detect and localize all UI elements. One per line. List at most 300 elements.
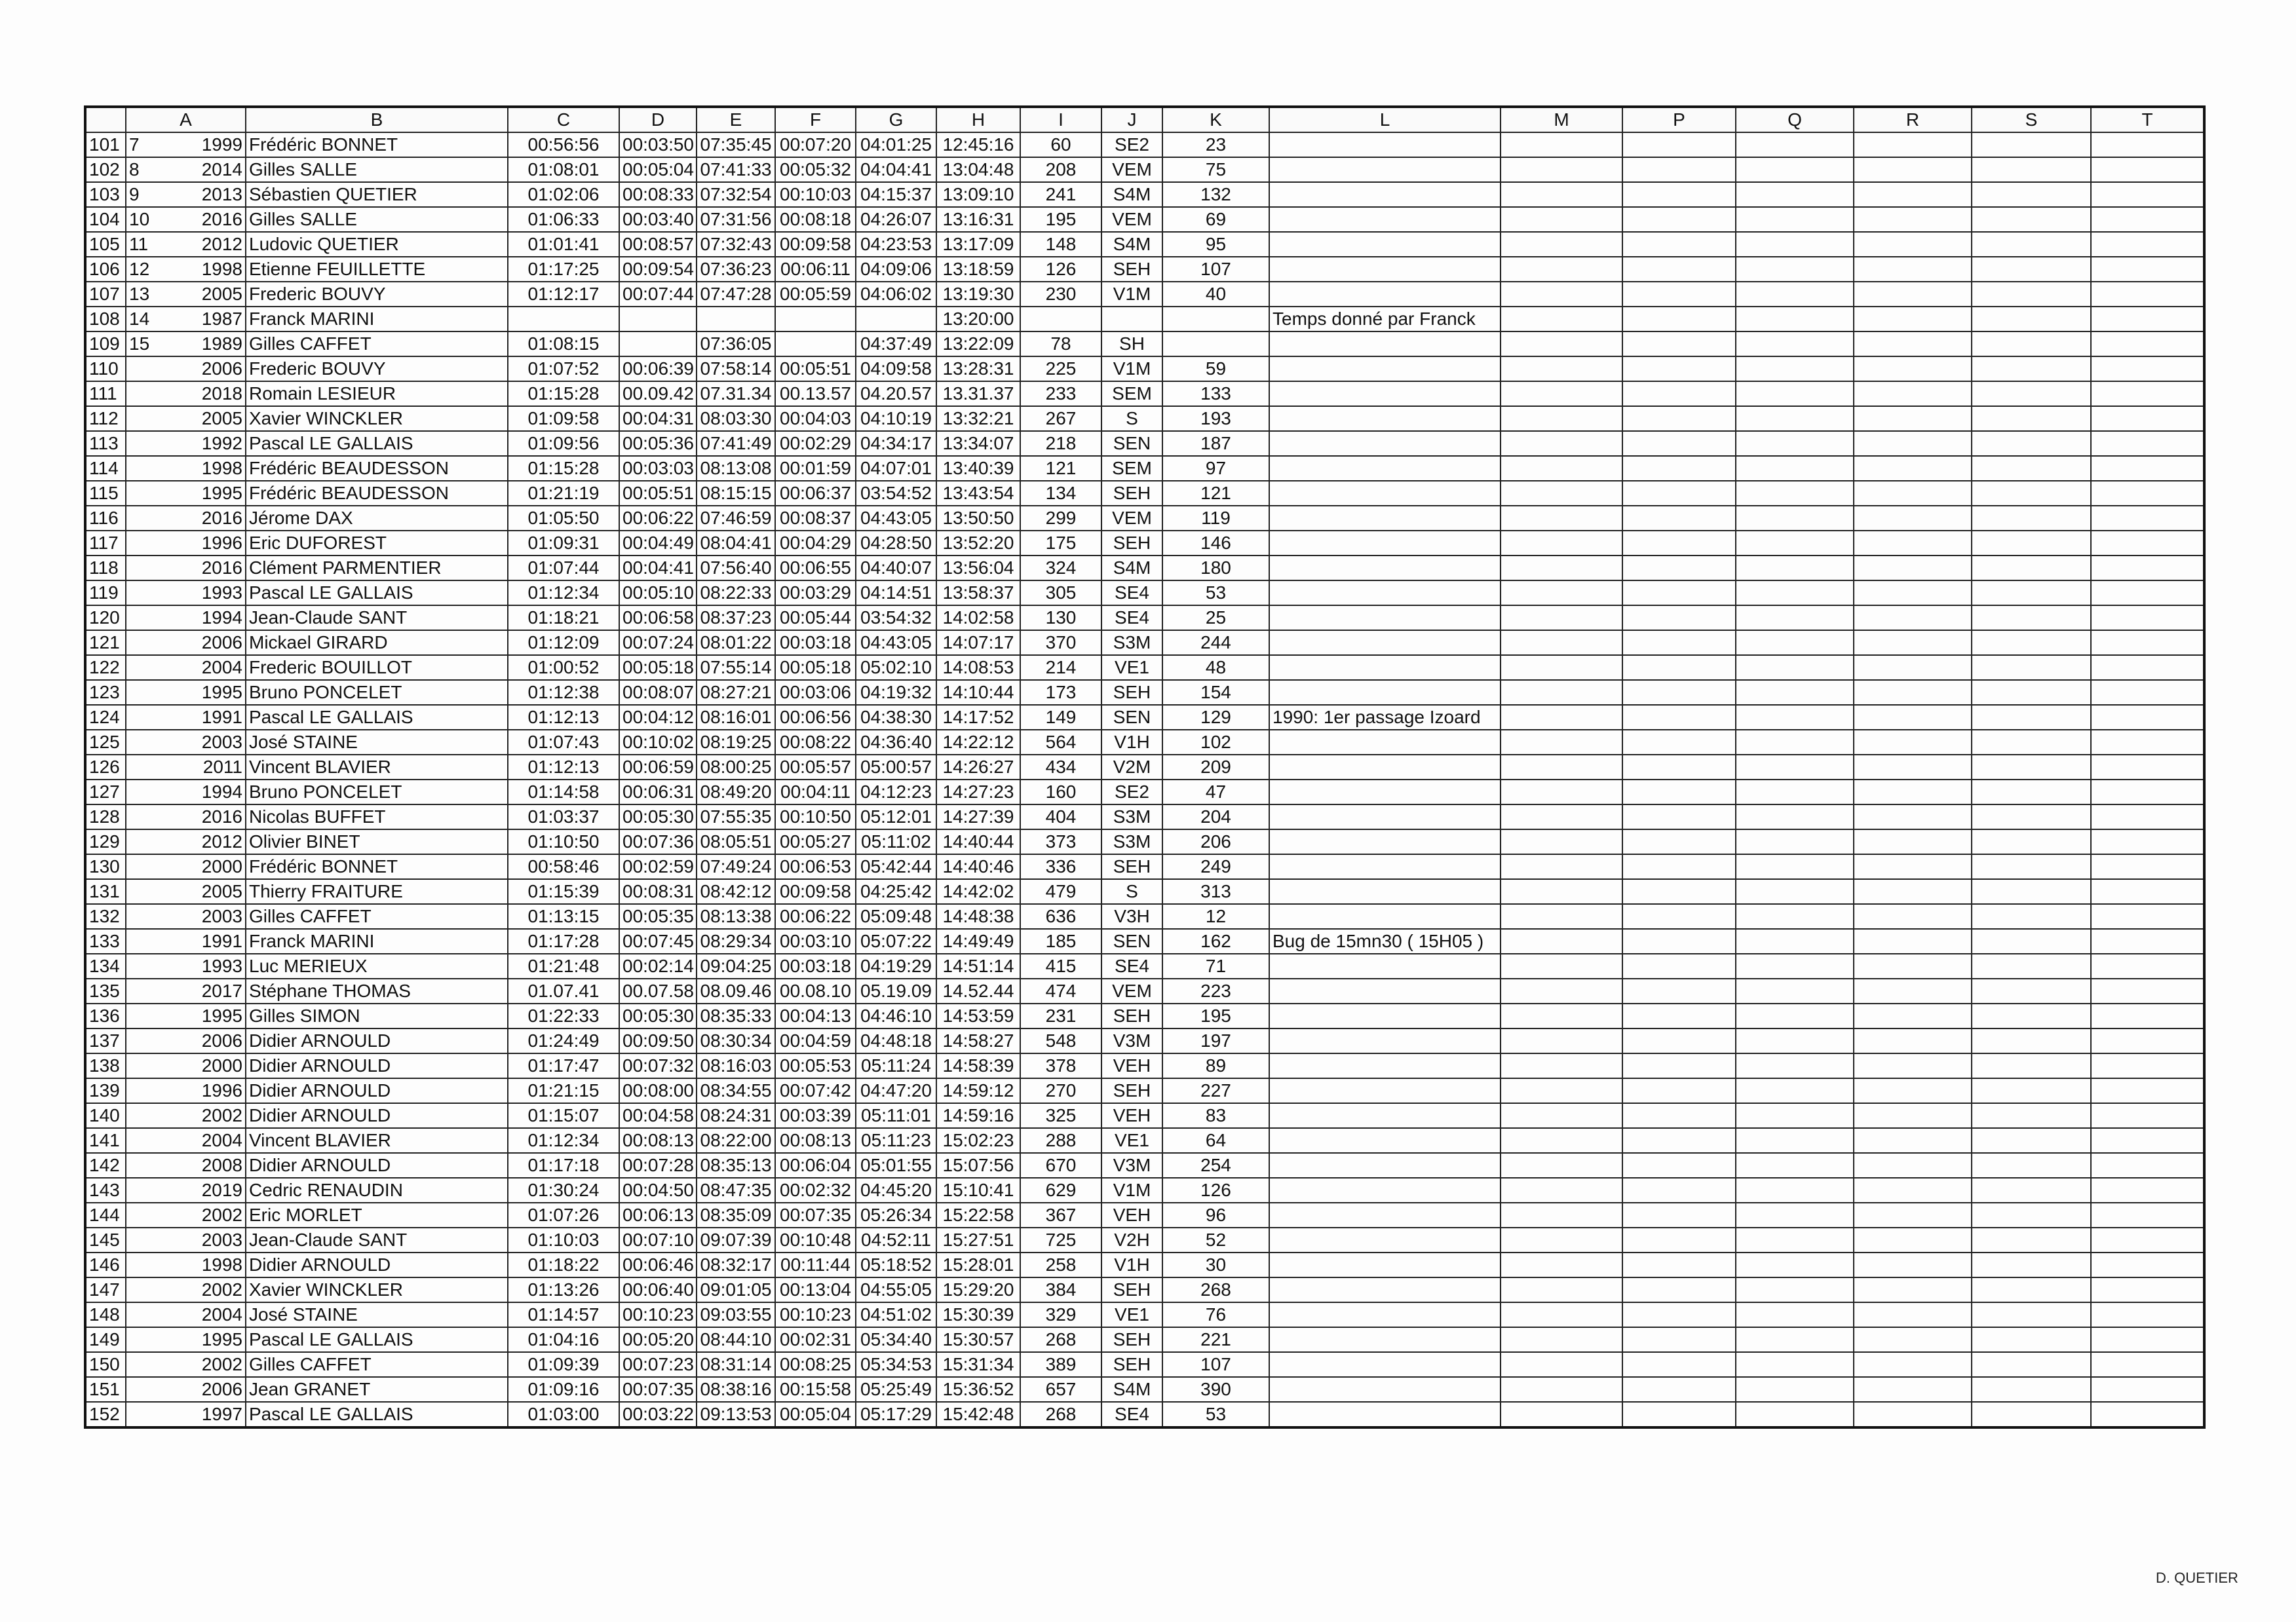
time-d-cell: 00:08:00 bbox=[619, 1078, 697, 1103]
value-i-cell: 148 bbox=[1020, 232, 1101, 257]
time-e-cell: 08:31:14 bbox=[697, 1352, 775, 1377]
total-time-cell: 14:59:16 bbox=[936, 1103, 1020, 1128]
time-d-cell: 00:03:50 bbox=[619, 132, 697, 157]
column-header-c: C bbox=[508, 107, 619, 132]
rank-cell bbox=[126, 730, 177, 755]
row-number-cell: 142 bbox=[85, 1153, 126, 1178]
time-c-cell: 01:15:39 bbox=[508, 879, 619, 904]
empty-cell-p bbox=[1622, 854, 1736, 879]
rank-cell bbox=[126, 630, 177, 655]
value-k-cell: 107 bbox=[1162, 257, 1269, 282]
row-number-cell: 103 bbox=[85, 182, 126, 207]
name-cell: Nicolas BUFFET bbox=[246, 804, 508, 829]
rank-cell bbox=[126, 1377, 177, 1402]
table-row bbox=[85, 132, 2204, 157]
table-row bbox=[85, 1053, 2204, 1078]
time-g-cell: 05:00:57 bbox=[856, 755, 936, 780]
empty-cell-p bbox=[1622, 1352, 1736, 1377]
category-cell: S bbox=[1101, 879, 1162, 904]
value-i-cell: 60 bbox=[1020, 132, 1101, 157]
empty-cell-t bbox=[2091, 605, 2204, 630]
category-cell: SEN bbox=[1101, 431, 1162, 456]
empty-cell-t bbox=[2091, 1004, 2204, 1028]
empty-cell-m bbox=[1501, 1078, 1622, 1103]
table-row bbox=[85, 680, 2204, 705]
row-number-cell: 141 bbox=[85, 1128, 126, 1153]
time-g-cell: 04:28:50 bbox=[856, 531, 936, 556]
time-e-cell: 07.31.34 bbox=[697, 381, 775, 406]
note-cell bbox=[1269, 1153, 1501, 1178]
time-g-cell: 04:25:42 bbox=[856, 879, 936, 904]
table-row bbox=[85, 1352, 2204, 1377]
value-k-cell: 268 bbox=[1162, 1277, 1269, 1302]
empty-cell-s bbox=[1972, 531, 2091, 556]
empty-cell-s bbox=[1972, 780, 2091, 804]
empty-cell-t bbox=[2091, 207, 2204, 232]
rank-cell: 11 bbox=[126, 232, 177, 257]
time-g-cell: 03:54:32 bbox=[856, 605, 936, 630]
time-c-cell: 01:09:31 bbox=[508, 531, 619, 556]
name-cell: José STAINE bbox=[246, 730, 508, 755]
rank-cell bbox=[126, 456, 177, 481]
time-g-cell: 04:26:07 bbox=[856, 207, 936, 232]
empty-cell-s bbox=[1972, 481, 2091, 506]
table-row bbox=[85, 1402, 2204, 1427]
rank-cell bbox=[126, 904, 177, 929]
empty-cell-t bbox=[2091, 979, 2204, 1004]
year-cell: 2002 bbox=[177, 1277, 246, 1302]
time-g-cell: 04:46:10 bbox=[856, 1004, 936, 1028]
category-cell: V1M bbox=[1101, 282, 1162, 307]
category-cell: VEM bbox=[1101, 506, 1162, 531]
empty-cell-t bbox=[2091, 456, 2204, 481]
time-g-cell: 04:04:41 bbox=[856, 157, 936, 182]
time-f-cell: 00:08:18 bbox=[775, 207, 856, 232]
time-f-cell: 00:09:58 bbox=[775, 232, 856, 257]
value-k-cell: 30 bbox=[1162, 1253, 1269, 1277]
year-cell: 1994 bbox=[177, 605, 246, 630]
year-cell: 2003 bbox=[177, 730, 246, 755]
name-cell: Frederic BOUILLOT bbox=[246, 655, 508, 680]
time-d-cell: 00:07:32 bbox=[619, 1053, 697, 1078]
empty-cell-p bbox=[1622, 1377, 1736, 1402]
time-c-cell: 01:09:58 bbox=[508, 406, 619, 431]
time-e-cell: 08:13:08 bbox=[697, 456, 775, 481]
note-cell bbox=[1269, 431, 1501, 456]
note-cell bbox=[1269, 879, 1501, 904]
name-cell: Bruno PONCELET bbox=[246, 780, 508, 804]
time-c-cell: 01:01:41 bbox=[508, 232, 619, 257]
row-number-cell: 137 bbox=[85, 1028, 126, 1053]
empty-cell-p bbox=[1622, 605, 1736, 630]
category-cell: SE2 bbox=[1101, 132, 1162, 157]
time-f-cell: 00:02:29 bbox=[775, 431, 856, 456]
value-i-cell: 130 bbox=[1020, 605, 1101, 630]
time-f-cell: 00:08:22 bbox=[775, 730, 856, 755]
name-cell: Pascal LE GALLAIS bbox=[246, 431, 508, 456]
time-f-cell: 00:11:44 bbox=[775, 1253, 856, 1277]
results-table bbox=[84, 105, 2206, 1429]
value-k-cell bbox=[1162, 307, 1269, 331]
empty-cell-q bbox=[1736, 1028, 1854, 1053]
empty-cell-r bbox=[1854, 182, 1972, 207]
total-time-cell: 15:02:23 bbox=[936, 1128, 1020, 1153]
total-time-cell: 14:49:49 bbox=[936, 929, 1020, 954]
time-c-cell: 01:02:06 bbox=[508, 182, 619, 207]
category-cell: SEH bbox=[1101, 531, 1162, 556]
empty-cell-s bbox=[1972, 431, 2091, 456]
empty-cell-m bbox=[1501, 207, 1622, 232]
total-time-cell: 15:28:01 bbox=[936, 1253, 1020, 1277]
row-number-cell: 130 bbox=[85, 854, 126, 879]
rank-cell: 10 bbox=[126, 207, 177, 232]
total-time-cell: 14:26:27 bbox=[936, 755, 1020, 780]
rank-cell bbox=[126, 829, 177, 854]
table-row bbox=[85, 1078, 2204, 1103]
year-cell: 2000 bbox=[177, 1053, 246, 1078]
row-number-cell: 150 bbox=[85, 1352, 126, 1377]
time-c-cell: 01:07:44 bbox=[508, 556, 619, 580]
empty-cell-p bbox=[1622, 1178, 1736, 1203]
empty-cell-s bbox=[1972, 1128, 2091, 1153]
time-c-cell: 01:07:43 bbox=[508, 730, 619, 755]
category-cell: V3M bbox=[1101, 1153, 1162, 1178]
empty-cell-t bbox=[2091, 356, 2204, 381]
empty-cell-p bbox=[1622, 307, 1736, 331]
note-cell bbox=[1269, 232, 1501, 257]
row-number-cell: 113 bbox=[85, 431, 126, 456]
empty-cell-p bbox=[1622, 705, 1736, 730]
empty-cell-s bbox=[1972, 730, 2091, 755]
time-e-cell: 07:49:24 bbox=[697, 854, 775, 879]
empty-cell-q bbox=[1736, 1277, 1854, 1302]
note-cell bbox=[1269, 1277, 1501, 1302]
empty-cell-s bbox=[1972, 1078, 2091, 1103]
row-number-cell: 131 bbox=[85, 879, 126, 904]
column-header-a: A bbox=[126, 107, 246, 132]
note-cell bbox=[1269, 481, 1501, 506]
value-k-cell: 64 bbox=[1162, 1128, 1269, 1153]
total-time-cell: 13:28:31 bbox=[936, 356, 1020, 381]
time-e-cell: 08:19:25 bbox=[697, 730, 775, 755]
time-f-cell: 00:10:48 bbox=[775, 1228, 856, 1253]
row-number-cell: 139 bbox=[85, 1078, 126, 1103]
category-cell: V1M bbox=[1101, 356, 1162, 381]
empty-cell-p bbox=[1622, 680, 1736, 705]
empty-cell-q bbox=[1736, 1302, 1854, 1327]
note-cell bbox=[1269, 979, 1501, 1004]
table-row bbox=[85, 879, 2204, 904]
time-g-cell: 04:43:05 bbox=[856, 506, 936, 531]
time-c-cell: 01:15:07 bbox=[508, 1103, 619, 1128]
time-g-cell: 04:10:19 bbox=[856, 406, 936, 431]
empty-cell-m bbox=[1501, 506, 1622, 531]
empty-cell-r bbox=[1854, 282, 1972, 307]
empty-cell-r bbox=[1854, 1377, 1972, 1402]
time-f-cell: 00:05:59 bbox=[775, 282, 856, 307]
empty-cell-r bbox=[1854, 879, 1972, 904]
row-number-cell: 118 bbox=[85, 556, 126, 580]
year-cell: 2011 bbox=[177, 755, 246, 780]
value-k-cell: 204 bbox=[1162, 804, 1269, 829]
name-cell: Franck MARINI bbox=[246, 929, 508, 954]
rank-cell bbox=[126, 406, 177, 431]
empty-cell-r bbox=[1854, 979, 1972, 1004]
table-row bbox=[85, 531, 2204, 556]
value-k-cell: 75 bbox=[1162, 157, 1269, 182]
total-time-cell: 13:09:10 bbox=[936, 182, 1020, 207]
total-time-cell: 13:52:20 bbox=[936, 531, 1020, 556]
value-i-cell: 214 bbox=[1020, 655, 1101, 680]
time-g-cell: 05:09:48 bbox=[856, 904, 936, 929]
table-row bbox=[85, 929, 2204, 954]
value-i-cell: 185 bbox=[1020, 929, 1101, 954]
empty-cell-s bbox=[1972, 630, 2091, 655]
note-cell: Temps donné par Franck bbox=[1269, 307, 1501, 331]
time-d-cell: 00:09:50 bbox=[619, 1028, 697, 1053]
time-f-cell: 00:06:04 bbox=[775, 1153, 856, 1178]
time-c-cell: 01.07.41 bbox=[508, 979, 619, 1004]
empty-cell-q bbox=[1736, 904, 1854, 929]
value-k-cell: 119 bbox=[1162, 506, 1269, 531]
name-cell: Pascal LE GALLAIS bbox=[246, 580, 508, 605]
empty-cell-q bbox=[1736, 1327, 1854, 1352]
value-i-cell: 325 bbox=[1020, 1103, 1101, 1128]
category-cell: SEM bbox=[1101, 381, 1162, 406]
empty-cell-q bbox=[1736, 481, 1854, 506]
empty-cell-p bbox=[1622, 954, 1736, 979]
empty-cell-p bbox=[1622, 1153, 1736, 1178]
empty-cell-r bbox=[1854, 954, 1972, 979]
value-i-cell: 725 bbox=[1020, 1228, 1101, 1253]
note-cell bbox=[1269, 331, 1501, 356]
category-cell: SEH bbox=[1101, 257, 1162, 282]
table-row bbox=[85, 904, 2204, 929]
total-time-cell: 15:10:41 bbox=[936, 1178, 1020, 1203]
year-cell: 2016 bbox=[177, 506, 246, 531]
category-cell: SEH bbox=[1101, 1078, 1162, 1103]
note-cell bbox=[1269, 257, 1501, 282]
name-cell: Frederic BOUVY bbox=[246, 356, 508, 381]
year-cell: 2003 bbox=[177, 1228, 246, 1253]
name-cell: Thierry FRAITURE bbox=[246, 879, 508, 904]
rank-cell bbox=[126, 1277, 177, 1302]
rank-cell: 7 bbox=[126, 132, 177, 157]
time-g-cell: 05:17:29 bbox=[856, 1402, 936, 1427]
time-e-cell: 08:35:13 bbox=[697, 1153, 775, 1178]
note-cell bbox=[1269, 630, 1501, 655]
time-g-cell: 05:25:49 bbox=[856, 1377, 936, 1402]
name-cell: Jean-Claude SANT bbox=[246, 605, 508, 630]
row-number-cell: 122 bbox=[85, 655, 126, 680]
table-row bbox=[85, 755, 2204, 780]
rank-cell: 8 bbox=[126, 157, 177, 182]
value-i-cell: 404 bbox=[1020, 804, 1101, 829]
empty-cell-t bbox=[2091, 1053, 2204, 1078]
time-d-cell: 00:09:54 bbox=[619, 257, 697, 282]
empty-cell-q bbox=[1736, 1352, 1854, 1377]
empty-cell-r bbox=[1854, 904, 1972, 929]
empty-cell-r bbox=[1854, 481, 1972, 506]
name-cell: Stéphane THOMAS bbox=[246, 979, 508, 1004]
table-row bbox=[85, 257, 2204, 282]
empty-cell-r bbox=[1854, 1277, 1972, 1302]
time-e-cell: 08:29:34 bbox=[697, 929, 775, 954]
value-k-cell: 25 bbox=[1162, 605, 1269, 630]
row-number-cell: 124 bbox=[85, 705, 126, 730]
note-cell bbox=[1269, 1004, 1501, 1028]
time-c-cell: 01:08:01 bbox=[508, 157, 619, 182]
total-time-cell: 14:58:27 bbox=[936, 1028, 1020, 1053]
empty-cell-t bbox=[2091, 381, 2204, 406]
empty-cell-p bbox=[1622, 1327, 1736, 1352]
value-k-cell: 193 bbox=[1162, 406, 1269, 431]
table-row bbox=[85, 282, 2204, 307]
time-f-cell: 00:02:31 bbox=[775, 1327, 856, 1352]
time-e-cell: 08:16:03 bbox=[697, 1053, 775, 1078]
value-k-cell: 254 bbox=[1162, 1153, 1269, 1178]
time-e-cell: 08:30:34 bbox=[697, 1028, 775, 1053]
empty-cell-p bbox=[1622, 879, 1736, 904]
empty-cell-s bbox=[1972, 655, 2091, 680]
rank-cell bbox=[126, 605, 177, 630]
empty-cell-s bbox=[1972, 1153, 2091, 1178]
time-d-cell bbox=[619, 307, 697, 331]
empty-cell-p bbox=[1622, 755, 1736, 780]
value-i-cell: 370 bbox=[1020, 630, 1101, 655]
table-row bbox=[85, 605, 2204, 630]
time-d-cell: 00:04:41 bbox=[619, 556, 697, 580]
value-k-cell: 223 bbox=[1162, 979, 1269, 1004]
empty-cell-s bbox=[1972, 1053, 2091, 1078]
empty-cell-s bbox=[1972, 1203, 2091, 1228]
time-g-cell: 04:40:07 bbox=[856, 556, 936, 580]
empty-cell-m bbox=[1501, 356, 1622, 381]
year-cell: 1993 bbox=[177, 954, 246, 979]
note-cell bbox=[1269, 1078, 1501, 1103]
empty-cell-m bbox=[1501, 1004, 1622, 1028]
time-e-cell: 09:07:39 bbox=[697, 1228, 775, 1253]
empty-cell-p bbox=[1622, 282, 1736, 307]
time-c-cell: 01:17:25 bbox=[508, 257, 619, 282]
row-number-cell: 146 bbox=[85, 1253, 126, 1277]
name-cell: Cedric RENAUDIN bbox=[246, 1178, 508, 1203]
note-cell bbox=[1269, 182, 1501, 207]
column-header-q: Q bbox=[1736, 107, 1854, 132]
table-row bbox=[85, 456, 2204, 481]
name-cell: Gilles SIMON bbox=[246, 1004, 508, 1028]
empty-cell-m bbox=[1501, 804, 1622, 829]
row-number-cell: 136 bbox=[85, 1004, 126, 1028]
time-g-cell: 04:09:58 bbox=[856, 356, 936, 381]
total-time-cell: 13:43:54 bbox=[936, 481, 1020, 506]
rank-cell bbox=[126, 780, 177, 804]
time-d-cell: 00:02:14 bbox=[619, 954, 697, 979]
row-number-cell: 121 bbox=[85, 630, 126, 655]
rank-cell bbox=[126, 1352, 177, 1377]
value-i-cell: 134 bbox=[1020, 481, 1101, 506]
note-cell bbox=[1269, 1028, 1501, 1053]
time-e-cell: 08:00:25 bbox=[697, 755, 775, 780]
empty-cell-r bbox=[1854, 157, 1972, 182]
total-time-cell: 14:59:12 bbox=[936, 1078, 1020, 1103]
time-f-cell: 00:05:27 bbox=[775, 829, 856, 854]
name-cell: Clément PARMENTIER bbox=[246, 556, 508, 580]
rank-cell bbox=[126, 381, 177, 406]
value-i-cell: 149 bbox=[1020, 705, 1101, 730]
time-d-cell: 00:07:24 bbox=[619, 630, 697, 655]
time-f-cell: 00:03:39 bbox=[775, 1103, 856, 1128]
empty-cell-s bbox=[1972, 1302, 2091, 1327]
category-cell: VEH bbox=[1101, 1103, 1162, 1128]
time-f-cell: 00:08:37 bbox=[775, 506, 856, 531]
name-cell: Frederic BOUVY bbox=[246, 282, 508, 307]
table-row bbox=[85, 1377, 2204, 1402]
category-cell: SEN bbox=[1101, 705, 1162, 730]
empty-cell-r bbox=[1854, 730, 1972, 755]
time-g-cell: 04:52:11 bbox=[856, 1228, 936, 1253]
empty-cell-p bbox=[1622, 182, 1736, 207]
value-k-cell: 195 bbox=[1162, 1004, 1269, 1028]
value-i-cell: 378 bbox=[1020, 1053, 1101, 1078]
time-e-cell: 08:05:51 bbox=[697, 829, 775, 854]
note-cell bbox=[1269, 1377, 1501, 1402]
empty-cell-q bbox=[1736, 804, 1854, 829]
time-e-cell: 08:35:33 bbox=[697, 1004, 775, 1028]
total-time-cell: 13:19:30 bbox=[936, 282, 1020, 307]
total-time-cell: 13:17:09 bbox=[936, 232, 1020, 257]
total-time-cell: 12:45:16 bbox=[936, 132, 1020, 157]
note-cell bbox=[1269, 356, 1501, 381]
time-g-cell: 04:15:37 bbox=[856, 182, 936, 207]
column-header-b: B bbox=[246, 107, 508, 132]
empty-cell-r bbox=[1854, 804, 1972, 829]
time-e-cell: 08:47:35 bbox=[697, 1178, 775, 1203]
year-cell: 1989 bbox=[177, 331, 246, 356]
rank-cell bbox=[126, 804, 177, 829]
time-d-cell: 00:05:35 bbox=[619, 904, 697, 929]
row-number-cell: 151 bbox=[85, 1377, 126, 1402]
empty-cell-r bbox=[1854, 1178, 1972, 1203]
rank-cell bbox=[126, 1078, 177, 1103]
year-cell: 1987 bbox=[177, 307, 246, 331]
value-i-cell: 270 bbox=[1020, 1078, 1101, 1103]
time-f-cell: 00:04:11 bbox=[775, 780, 856, 804]
total-time-cell: 13.31.37 bbox=[936, 381, 1020, 406]
value-i-cell: 126 bbox=[1020, 257, 1101, 282]
empty-cell-q bbox=[1736, 879, 1854, 904]
time-f-cell: 00:07:35 bbox=[775, 1203, 856, 1228]
time-g-cell: 04:23:53 bbox=[856, 232, 936, 257]
year-cell: 2017 bbox=[177, 979, 246, 1004]
time-c-cell: 01:21:15 bbox=[508, 1078, 619, 1103]
note-cell bbox=[1269, 904, 1501, 929]
empty-cell-p bbox=[1622, 1203, 1736, 1228]
empty-cell-p bbox=[1622, 1302, 1736, 1327]
empty-cell-p bbox=[1622, 1402, 1736, 1427]
year-cell: 2014 bbox=[177, 157, 246, 182]
table-row bbox=[85, 580, 2204, 605]
total-time-cell: 13:04:48 bbox=[936, 157, 1020, 182]
time-g-cell: 04.20.57 bbox=[856, 381, 936, 406]
empty-cell-r bbox=[1854, 1253, 1972, 1277]
empty-cell-s bbox=[1972, 406, 2091, 431]
year-cell: 1994 bbox=[177, 780, 246, 804]
time-g-cell: 05:34:40 bbox=[856, 1327, 936, 1352]
time-c-cell: 01:21:48 bbox=[508, 954, 619, 979]
empty-cell-r bbox=[1854, 1203, 1972, 1228]
empty-cell-m bbox=[1501, 481, 1622, 506]
